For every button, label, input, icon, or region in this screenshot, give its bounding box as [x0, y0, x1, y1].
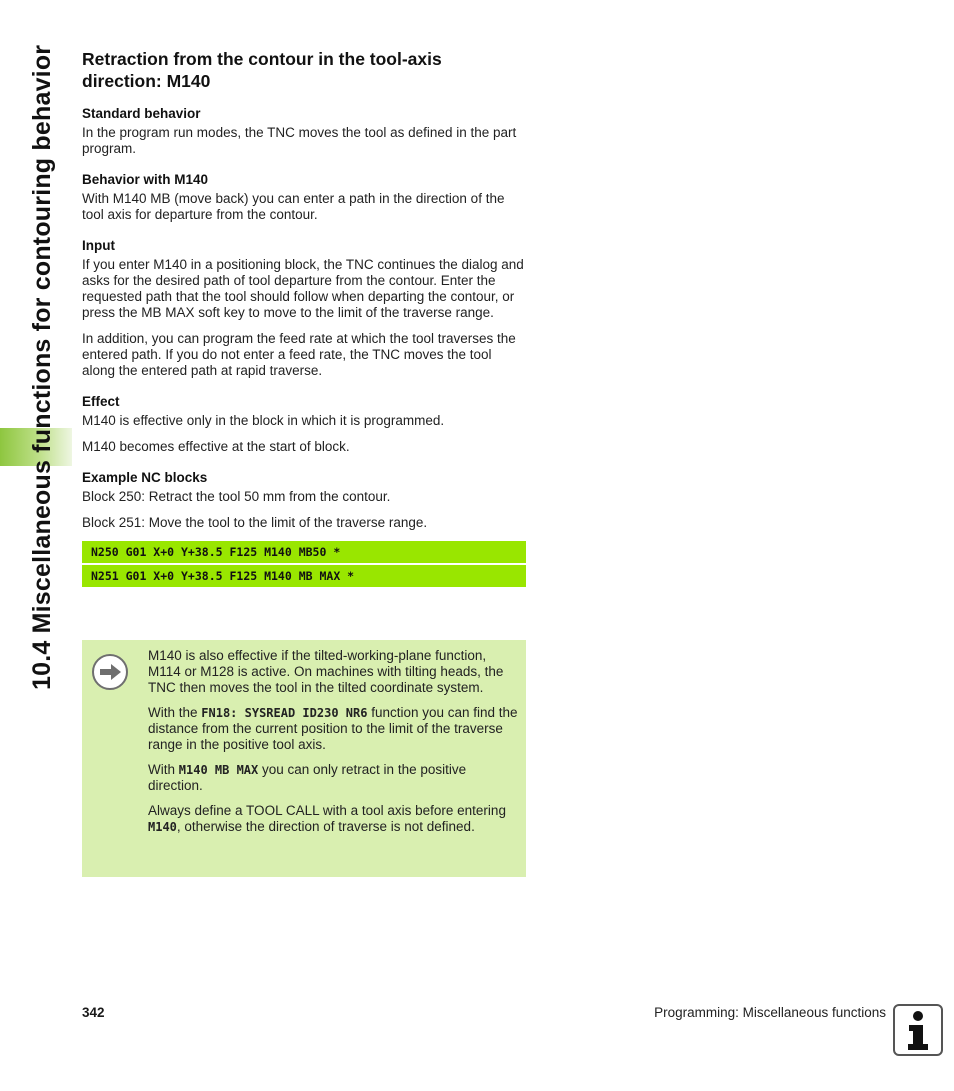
section-text-input-1: If you enter M140 in a positioning block, the TNC continues the dialog and asks for the desired path of tool departure from the contour. Enter the requested path that the tool should follow when departing the contour, or press the MB MAX soft key to move to the limit of the traverse range.	[82, 257, 524, 320]
side-chapter-title	[24, 40, 64, 700]
section-text-input-2: In addition, you can program the feed rate at which the tool traverses the entered path. If you do not enter a feed rate, the TNC moves the tool along the entered path at rapid traverse.	[82, 331, 516, 378]
note-paragraph-1: M140 is also effective if the tilted-working-plane function, M114 or M128 is active. On machines with tilting heads, the TNC then moves the tool in the tilted coordinate system.	[148, 648, 504, 695]
note-p2-code: FN18: SYSREAD ID230 NR6	[201, 706, 368, 720]
section-title-input: Input	[82, 238, 115, 253]
side-chapter-title-text: 10.4 Miscellaneous functions for contouring behavior	[28, 44, 56, 690]
note-p3-post: you can only retract in the positive direction.	[148, 762, 467, 793]
note-box	[82, 640, 526, 877]
main-content	[82, 48, 526, 588]
note-paragraph-3	[148, 762, 520, 794]
section-title-with-m140: Behavior with M140	[82, 172, 209, 187]
section-text-example-2: Block 251: Move the tool to the limit of the traverse range.	[82, 515, 428, 530]
note-p2-pre: With the	[148, 705, 202, 720]
section-text-effect-1: M140 is effective only in the block in which it is programmed.	[82, 413, 445, 428]
note-p4-post: , otherwise the direction of traverse is not defined.	[176, 819, 475, 834]
note-text	[148, 648, 520, 844]
code-line-n251: N251 G01 X+0 Y+38.5 F125 M140 MB MAX *	[82, 565, 526, 587]
note-p3-code: M140 MB MAX	[178, 763, 259, 777]
info-icon	[893, 1004, 943, 1056]
section-title-example: Example NC blocks	[82, 470, 208, 485]
note-p4-code: M140	[148, 820, 177, 834]
page-heading: Retraction from the contour in the tool-axis direction: M140	[82, 49, 442, 91]
note-p4-pre: Always define a TOOL CALL with a tool axis before entering	[148, 803, 506, 818]
note-paragraph-4	[148, 803, 520, 835]
section-text-standard: In the program run modes, the TNC moves the tool as defined in the part program.	[82, 125, 517, 156]
section-title-standard: Standard behavior	[82, 106, 201, 121]
section-text-effect-2: M140 becomes effective at the start of block.	[82, 439, 350, 454]
code-line-n250: N250 G01 X+0 Y+38.5 F125 M140 MB50 *	[82, 541, 526, 563]
section-title-effect: Effect	[82, 394, 120, 409]
page-number: 342	[82, 1005, 105, 1020]
note-paragraph-2	[148, 705, 520, 753]
section-text-example-1: Block 250: Retract the tool 50 mm from the contour.	[82, 489, 391, 504]
arrow-right-icon	[92, 654, 128, 690]
note-p3-pre: With	[148, 762, 179, 777]
note-p2-post: function you can find the distance from the current position to the limit of the traverse range in the positive tool axis.	[148, 705, 518, 752]
footer-chapter: Programming: Miscellaneous functions	[654, 1005, 886, 1020]
section-text-with-m140: With M140 MB (move back) you can enter a path in the direction of the tool axis for departure from the contour.	[82, 191, 505, 222]
